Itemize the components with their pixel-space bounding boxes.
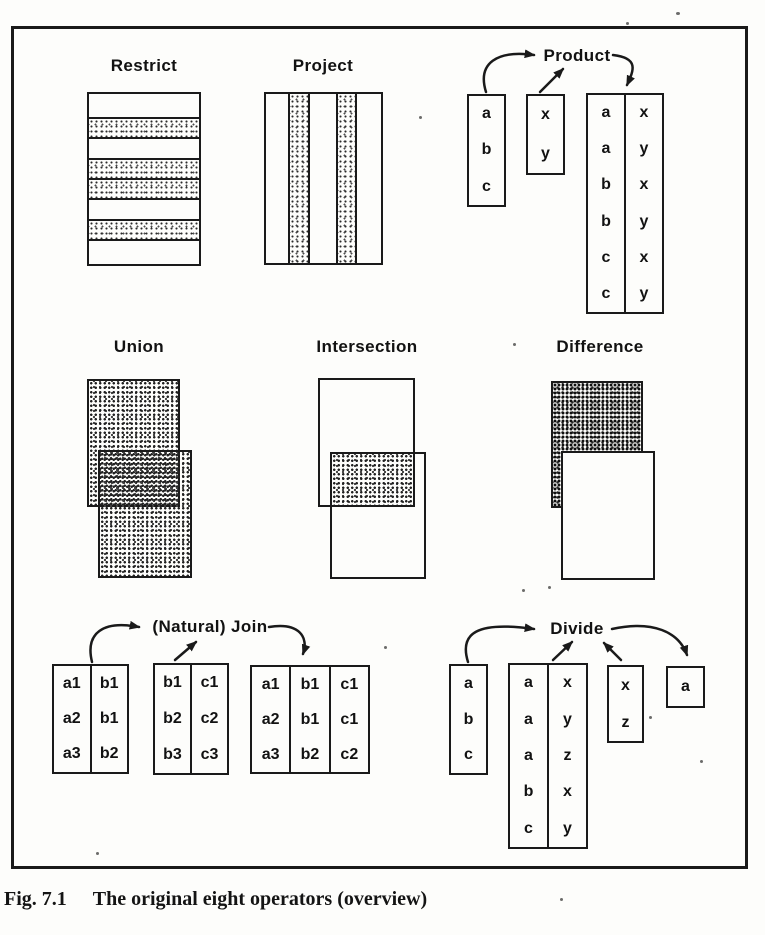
product-operand2-table <box>526 94 565 175</box>
table-cell: b2 <box>99 745 119 763</box>
divide-title: Divide <box>550 619 604 638</box>
table-cell: c <box>524 819 533 837</box>
table-cell: b <box>481 141 492 159</box>
table-cell: x <box>563 674 572 692</box>
table-cell: c <box>482 177 491 195</box>
table-cell: a2 <box>62 709 81 727</box>
project-col-shaded <box>288 94 307 263</box>
table-cell: b1 <box>99 674 119 692</box>
table-cell: a <box>464 674 473 692</box>
table-cell: y <box>639 140 649 158</box>
table-cell: y <box>639 212 649 230</box>
divide-divisor-table <box>607 665 644 743</box>
union-title: Union <box>113 337 165 356</box>
table-cell: x <box>639 248 649 266</box>
table-cell: x <box>639 104 649 122</box>
figure-caption <box>4 888 427 911</box>
difference-rect-b <box>561 451 655 580</box>
table-cell: a <box>482 105 491 123</box>
table-cell: c1 <box>340 675 359 693</box>
table-cell: y <box>563 710 572 728</box>
scan-noise-dot <box>649 716 652 719</box>
figure-caption-label: Fig. 7.1 <box>4 888 67 910</box>
table-cell: y <box>639 284 649 302</box>
table-cell: a3 <box>62 745 81 763</box>
table-cell: y <box>541 144 550 162</box>
scan-noise-dot <box>560 898 563 901</box>
scan-noise-dot <box>626 22 629 25</box>
table-cell: x <box>563 783 572 801</box>
restrict-row-shaded <box>89 178 199 198</box>
table-cell: a1 <box>261 675 280 693</box>
table-cell: b <box>601 212 611 230</box>
product-title: Product <box>543 46 611 65</box>
scan-noise-dot <box>522 589 525 592</box>
project-title: Project <box>292 56 354 75</box>
table-cell: b2 <box>163 710 182 727</box>
table-cell: y <box>563 819 572 837</box>
table-cell: a <box>601 104 611 122</box>
scan-noise-dot <box>548 586 551 589</box>
restrict-title: Restrict <box>110 56 178 75</box>
scan-noise-dot <box>419 116 422 119</box>
table-cell: c1 <box>340 710 359 728</box>
scan-noise-dot <box>384 646 387 649</box>
table-cell: x <box>541 106 550 124</box>
table-cell: a2 <box>261 710 280 728</box>
join-title: (Natural) Join <box>152 617 268 636</box>
table-cell: b2 <box>300 745 320 763</box>
restrict-row-plain <box>89 198 199 218</box>
table-cell: z <box>621 713 630 731</box>
table-cell: c <box>464 746 473 764</box>
restrict-row-shaded <box>89 117 199 137</box>
table-cell: a <box>524 674 533 692</box>
table-cell: b1 <box>300 710 320 728</box>
table-cell: b1 <box>99 709 119 727</box>
table-cell: x <box>639 176 649 194</box>
project-col-plain <box>266 94 288 263</box>
table-cell: a3 <box>261 745 280 763</box>
scan-noise-dot <box>513 343 516 346</box>
project-col-shaded <box>336 94 355 263</box>
figure-caption-text: The original eight operators (overview) <box>92 888 428 910</box>
table-cell: a1 <box>62 674 81 692</box>
product-result-table <box>586 93 664 314</box>
project-table <box>264 92 383 265</box>
product-operand1-table <box>467 94 506 207</box>
table-cell: x <box>621 676 630 694</box>
project-col-plain <box>308 94 337 263</box>
table-cell: a <box>601 140 611 158</box>
join-operand2-table <box>153 663 229 775</box>
table-cell: a <box>681 678 690 695</box>
join-result-table <box>250 665 370 774</box>
join-operand1-table <box>52 664 129 774</box>
intersection-title: Intersection <box>316 337 418 356</box>
table-cell: a <box>524 710 533 728</box>
table-cell: z <box>563 747 572 765</box>
table-cell: b <box>523 783 534 801</box>
divide-dividend-table <box>508 663 588 849</box>
table-cell: c2 <box>200 710 219 727</box>
table-cell: b <box>601 176 611 194</box>
restrict-row-plain <box>89 137 199 157</box>
table-cell: c <box>601 248 611 266</box>
table-cell: b1 <box>163 674 182 691</box>
table-cell: b <box>463 710 474 728</box>
restrict-table <box>87 92 201 266</box>
restrict-row-shaded <box>89 158 199 178</box>
project-col-plain <box>355 94 381 263</box>
table-cell: a <box>524 747 533 765</box>
table-cell: b3 <box>163 746 182 763</box>
table-cell: c3 <box>200 746 219 763</box>
table-cell: c1 <box>200 674 219 691</box>
table-cell: c <box>601 284 611 302</box>
intersection-overlap-region <box>330 452 415 507</box>
divide-dividend-key-table <box>449 664 488 775</box>
table-cell: b1 <box>300 675 320 693</box>
union-rect-b <box>98 450 192 578</box>
restrict-row-shaded <box>89 219 199 239</box>
scan-noise-dot <box>96 852 99 855</box>
divide-result-table <box>666 666 705 708</box>
difference-title: Difference <box>556 337 644 356</box>
scan-noise-dot <box>676 12 680 15</box>
scan-noise-dot <box>700 760 703 763</box>
restrict-row-plain <box>89 239 199 264</box>
table-cell: c2 <box>340 745 359 763</box>
restrict-row-plain <box>89 94 199 117</box>
